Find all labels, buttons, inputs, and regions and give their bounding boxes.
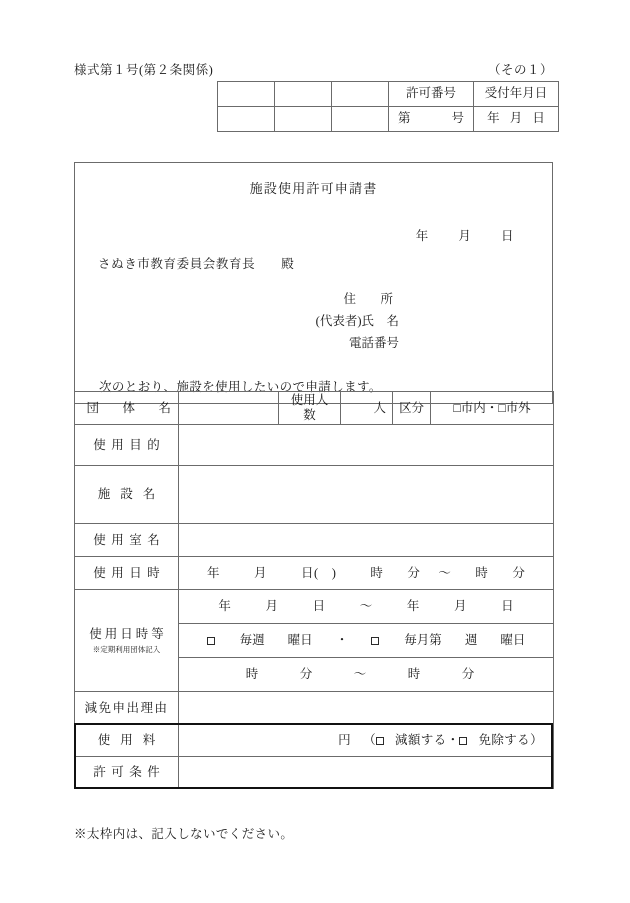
- application-date-month: 月: [458, 229, 472, 243]
- row-group-name: [75, 392, 554, 425]
- pr-day1: 日: [312, 599, 326, 613]
- office-use-table: [217, 81, 559, 132]
- period-range-input[interactable]: [179, 590, 554, 624]
- fee-close-paren: ）: [530, 733, 543, 747]
- usage-datetime-label: 使用日時: [75, 557, 179, 590]
- weekly-label: 毎週: [239, 633, 265, 647]
- fee-exempt-label: 免除する: [478, 733, 531, 747]
- reduction-reason-input[interactable]: [179, 692, 554, 725]
- office-blank-value-3[interactable]: [332, 107, 389, 132]
- application-date-year: 年: [415, 229, 429, 243]
- tr-tilde: ～: [353, 667, 367, 681]
- category-label: 区分: [393, 392, 431, 425]
- fee-label: 使用料: [75, 725, 179, 757]
- headcount-label: 使用人数: [279, 392, 341, 425]
- fee-separator: ・: [446, 733, 460, 747]
- usage-period-label-text: 使用日時等: [89, 627, 167, 641]
- office-blank-value-2[interactable]: [275, 107, 332, 132]
- pr-day2: 日: [501, 599, 514, 613]
- receipt-date-header: 受付年月日: [474, 82, 559, 107]
- addressee-name: さぬき市教育委員会教育長: [98, 257, 256, 271]
- office-table-value-row: [218, 107, 559, 132]
- ud-year: 年: [207, 565, 221, 580]
- fee-input[interactable]: [179, 725, 554, 757]
- tr-min2: 分: [461, 667, 475, 681]
- pr-month2: 月: [454, 599, 467, 613]
- receipt-date-month: 月: [509, 111, 523, 126]
- office-blank-cell-1[interactable]: [218, 82, 275, 107]
- category-options[interactable]: □市内・□市外: [431, 392, 554, 425]
- permit-number-value[interactable]: [389, 107, 474, 132]
- row-fee: [75, 725, 554, 757]
- intro-statement: 次のとおり、施設を使用したいので申請します。: [99, 379, 382, 394]
- applicant-phone-label: 電話番号: [348, 335, 399, 350]
- fee-reduce-label: 減額する: [394, 733, 447, 747]
- purpose-label: 使用目的: [75, 425, 179, 466]
- fee-currency: 円: [338, 733, 352, 747]
- weekly-checkbox[interactable]: [207, 637, 215, 645]
- time-range-input[interactable]: [179, 658, 554, 692]
- row-facility: [75, 466, 554, 524]
- recurrence-input[interactable]: [179, 624, 554, 658]
- recurrence-separator: ・: [335, 633, 349, 647]
- row-reduction-reason: [75, 692, 554, 725]
- room-label: 使用室名: [75, 524, 179, 557]
- purpose-input[interactable]: [179, 425, 554, 466]
- pr-year1: 年: [218, 599, 231, 613]
- receipt-date-day: 日: [532, 111, 545, 126]
- permit-number-prefix: 第: [398, 111, 411, 126]
- facility-input[interactable]: [179, 466, 554, 524]
- permit-number-suffix: 号: [451, 111, 464, 126]
- header-row: [74, 60, 553, 78]
- facility-label: 施設名: [75, 466, 179, 524]
- headcount-input[interactable]: 人: [341, 392, 393, 425]
- office-blank-cell-3[interactable]: [332, 82, 389, 107]
- group-name-label: 団 体 名: [75, 392, 179, 425]
- group-name-input[interactable]: [179, 392, 279, 425]
- ud-day: 日( ): [301, 565, 337, 580]
- footnote: ※太枠内は、記入しないでください。: [74, 827, 294, 841]
- weekly-day: 曜日: [287, 633, 313, 647]
- addressee-line: [75, 254, 552, 272]
- usage-period-label: [75, 590, 179, 692]
- applicant-address-label: 住 所: [343, 292, 399, 306]
- applicant-block: [75, 289, 552, 355]
- reduction-reason-label: 減免申出理由: [75, 692, 179, 725]
- pr-tilde: ～: [359, 599, 373, 613]
- office-blank-cell-2[interactable]: [275, 82, 332, 107]
- document-title: 施設使用許可申請書: [249, 181, 378, 196]
- usage-period-note: ※定期利用団体記入: [92, 645, 161, 654]
- application-header-box: [74, 162, 553, 404]
- pr-month1: 月: [265, 599, 278, 613]
- reduce-checkbox[interactable]: [376, 737, 384, 745]
- usage-datetime-input[interactable]: [179, 557, 554, 590]
- tr-hour1: 時: [245, 667, 259, 681]
- application-date-line[interactable]: [75, 226, 552, 244]
- receipt-date-value[interactable]: [474, 107, 559, 132]
- row-usage-datetime: [75, 557, 554, 590]
- conditions-label: 許可条件: [75, 757, 179, 789]
- receipt-date-year: 年: [487, 111, 500, 126]
- row-usage-period-range: [75, 590, 554, 624]
- monthly-checkbox[interactable]: [371, 637, 379, 645]
- ud-tilde: ～: [438, 565, 452, 580]
- tr-min1: 分: [299, 667, 313, 681]
- row-room: [75, 524, 554, 557]
- office-table-header-row: [218, 82, 559, 107]
- fee-open-paren: （: [363, 733, 376, 747]
- ud-min-end: 分: [512, 565, 526, 580]
- application-date-day: 日: [500, 229, 514, 243]
- row-purpose: [75, 425, 554, 466]
- permit-number-header: 許可番号: [389, 82, 474, 107]
- ud-month: 月: [254, 565, 268, 580]
- row-conditions: [75, 757, 554, 789]
- exempt-checkbox[interactable]: [459, 737, 467, 745]
- application-form-table: [74, 391, 554, 789]
- monthly-label: 毎月第: [404, 633, 442, 647]
- conditions-input[interactable]: [179, 757, 554, 789]
- monthly-day: 曜日: [500, 633, 526, 647]
- office-blank-value-1[interactable]: [218, 107, 275, 132]
- monthly-week: 週: [464, 633, 478, 647]
- ud-hour-end: 時: [475, 565, 489, 580]
- ud-min-start: 分: [407, 565, 421, 580]
- tr-hour2: 時: [407, 667, 421, 681]
- form-number: 様式第１号(第２条関係): [74, 63, 214, 77]
- pr-year2: 年: [406, 599, 420, 613]
- sheet-label: （その１）: [487, 63, 553, 77]
- addressee-honorific: 殿: [281, 257, 295, 271]
- room-input[interactable]: [179, 524, 554, 557]
- applicant-name-label: (代表者)氏 名: [315, 313, 399, 328]
- ud-hour-start: 時: [370, 565, 384, 580]
